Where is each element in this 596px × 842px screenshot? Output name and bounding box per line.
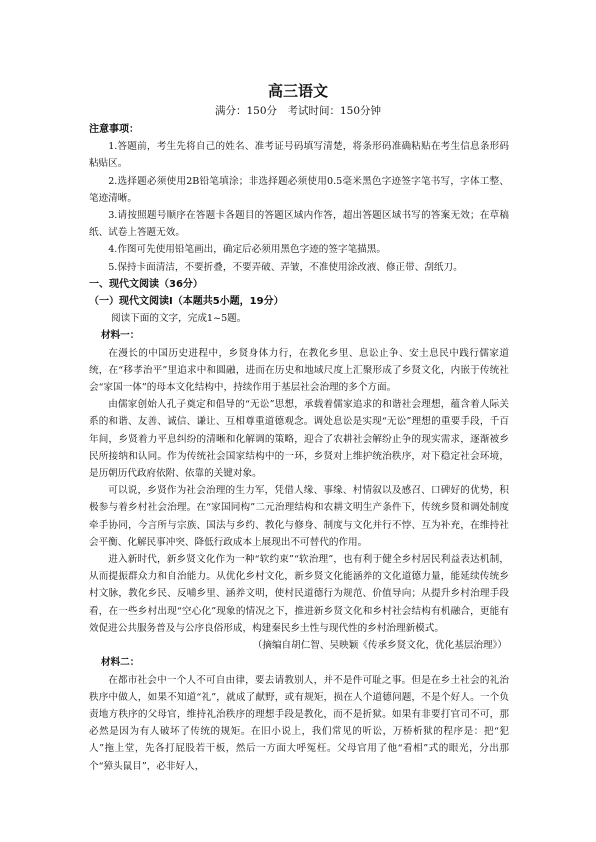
notice-item: 1.答题前，考生先将自己的姓名、准考证号码填写清楚，将条形码准确粘贴在考生信息条形码粘贴区。: [89, 141, 509, 170]
material-1-source: （摘编自胡仁智、吴映颖《传承乡贤文化，优化基层治理》）: [252, 640, 507, 652]
exam-title: 高三语文: [267, 82, 328, 100]
notice-heading: 注意事项：: [89, 124, 139, 135]
notice-item: 4.作图可先使用铅笔画出，确定后必须用黑色字迹的签字笔描黑。: [108, 244, 386, 256]
reading-instruction: 阅读下面的文字，完成1~5题。: [111, 313, 247, 325]
material-2-paragraph: 在都市社会中一个人不可自由律，要去请教别人，并不是件可耻之事。但是在乡土社会的礼治秩序中做人，如果不知道“礼”，就成了献野，或有规矩，损在人个道德问题，不是个好人。一个负责地方秩序的父母官，维持礼治秩序的理想手段是教化，而不是折狱。如果有非要打官司不可，那必然是因为有人破坏了传统的规矩。在旧小说上，我们常见的听讼，万桥析狱的程序是：把“犯人”拖上堂，先各打屁股若干板，然后一方面大呼冤枉。父母官用了他“看相”式的眼光，分出那个“獐头鼠目”，必非好人，: [89, 674, 509, 772]
notice-item: 2.选择题必须使用2B铅笔填涂；非选择题必须使用0.5毫米黑色字迹签字笔书写，字体工整、笔迹清晰。: [89, 175, 509, 204]
material-1-paragraph: 在漫长的中国历史进程中，乡贤身体力行，在教化乡里、息讼止争、安土息民中践行儒家道统，在“移孝治平”里追求中和圆融，进而在历史和地域尺度上汇聚形成了乡贤文化，内嵌于传统社会“家国一体”的母本文化结构中，持续作用于基层社会治理的多个方面。: [89, 347, 509, 394]
subsection-heading: （一）现代文阅读Ⅰ（本题共5小题，19分）: [89, 296, 284, 308]
material-2-label: 材料二：: [101, 657, 140, 669]
material-1-paragraph: 可以说，乡贤作为社会治理的生力军，凭借人缘、事缘、村情叙以及感召、口碑好的优势，积极参与着乡村社会治理。在“家国同构”二元治理结构和农耕文明生产条件下，传统乡贤和调处制度牵手协同，今言所与宗族、国法与乡约、教化与修身、制度与文化并行不悖、互为补充，在维持社会平衡、化解民事冲突、降低行政成本上展现出不可替代的作用。: [89, 485, 509, 548]
section-heading: 一、现代文阅读（36分）: [89, 278, 203, 290]
exam-subtitle: 满分：150分 考试时间：150分钟: [214, 105, 382, 117]
notice-item: 5.保持卡面清洁，不要折叠，不要弄破、弄皱，不准使用涂改液、修正带、刮纸刀。: [108, 261, 463, 273]
material-1-label: 材料一：: [101, 330, 140, 342]
notice-list: [89, 138, 509, 276]
content-body: [89, 121, 509, 775]
material-1-paragraph: 由儒家创始人孔子奠定和倡导的“无讼”思想，承载着儒家追求的和谐社会理想，蕴含着人际关系的和谐、友善、诚信、谦让、互相尊重道德观念。调处息讼是实现“无讼”理想的重要手段，千百年间，乡贤着力平息纠纷的清晰和化解调的策略，迎合了农耕社会解纷止争的现实需求，逐渐被乡民所接纳和认同。作为传统社会国家结构中的一环，乡贤对上维护统治秩序，对下稳定社会环境，是历朝历代政府依附、依靠的关键对象。: [89, 399, 509, 480]
notice-item: 3.请按照题号顺序在答题卡各题目的答题区域内作答，超出答题区域书写的答案无效；在草稿纸、试卷上答题无效。: [89, 210, 509, 239]
material-1-paragraph: 进入新时代，新乡贤文化作为一种“软约束”“软治理”，也有利于健全乡村居民利益表达机制，从而提振群众力和自治能力。从优化乡村文化，新乡贤文化能涵养的文化道德力量，能延续传统乡村文脉，教化乡民、反哺乡里、涵养文明，使村民道德行为规范、价值导向；从提升乡村治理手段看，在一些乡村出现“空心化”现象的情况之下，推进新乡贤文化和乡村社会结构有机融合，更能有效促进公共服务普及与公序良俗形成，构建秦民乡土性与现代性的乡村治理新模式。: [89, 554, 509, 634]
